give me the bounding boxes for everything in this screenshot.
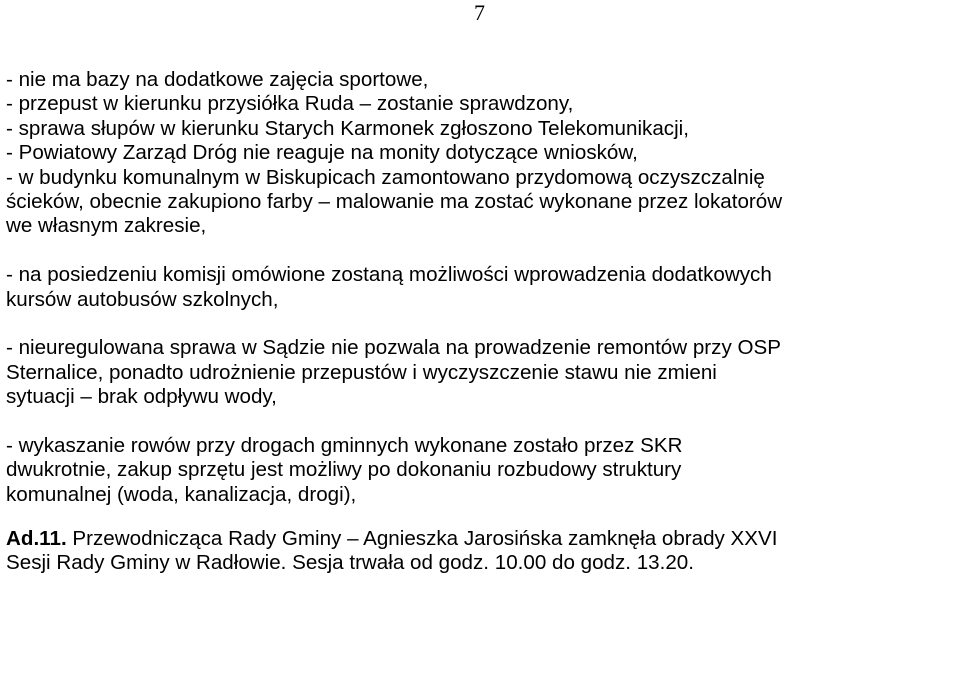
text-line: - na posiedzeniu komisji omówione zostaną możliwości wprowadzenia dodatkowych: [6, 263, 772, 287]
text-line: - przepust w kierunku przysiółka Ruda – zostanie sprawdzony,: [6, 92, 574, 116]
agenda-item-label: Ad.11.: [6, 527, 67, 551]
text-line: ścieków, obecnie zakupiono farby – malowanie ma zostać wykonane przez lokatorów: [6, 189, 783, 213]
document-body: [6, 68, 958, 576]
text-line: dwukrotnie, zakup sprzętu jest możliwy po dokonaniu rozbudowy struktury: [6, 458, 682, 482]
text-line: Sternalice, ponadto udrożnienie przepustów i wyczyszczenie stawu nie zmieni: [6, 360, 717, 384]
text-line: - wykaszanie rowów przy drogach gminnych wykonane zostało przez SKR: [6, 433, 683, 457]
text-line: sytuacji – brak odpływu wody,: [6, 385, 277, 409]
text-line: - sprawa słupów w kierunku Starych Karmonek zgłoszono Telekomunikacji,: [6, 116, 689, 140]
paragraph-bus-routes: [6, 263, 958, 312]
paragraph-status-items: [6, 68, 958, 239]
text-line: - Powiatowy Zarząd Dróg nie reaguje na monity dotyczące wniosków,: [6, 141, 638, 165]
text-line: - nie ma bazy na dodatkowe zajęcia sportowe,: [6, 68, 429, 91]
page-number: 7: [474, 0, 485, 25]
paragraph-ditch-mowing: [6, 434, 958, 507]
text-line: komunalnej (woda, kanalizacja, drogi),: [6, 482, 357, 506]
closing-line-1: [6, 527, 958, 551]
paragraph-closing: [6, 527, 958, 576]
text-line: - nieuregulowana sprawa w Sądzie nie pozwala na prowadzenie remontów przy OSP: [6, 336, 781, 360]
closing-text: Przewodnicząca Rady Gminy – Agnieszka Jarosińska zamknęła obrady XXVI: [66, 527, 778, 551]
paragraph-osp-court: [6, 336, 958, 409]
text-line: kursów autobusów szkolnych,: [6, 287, 279, 311]
text-line: - w budynku komunalnym w Biskupicach zamontowano przydomową oczyszczalnię: [6, 165, 765, 189]
text-line: we własnym zakresie,: [6, 214, 207, 238]
closing-line-2: Sesji Rady Gminy w Radłowie. Sesja trwała od godz. 10.00 do godz. 13.20.: [6, 551, 694, 575]
